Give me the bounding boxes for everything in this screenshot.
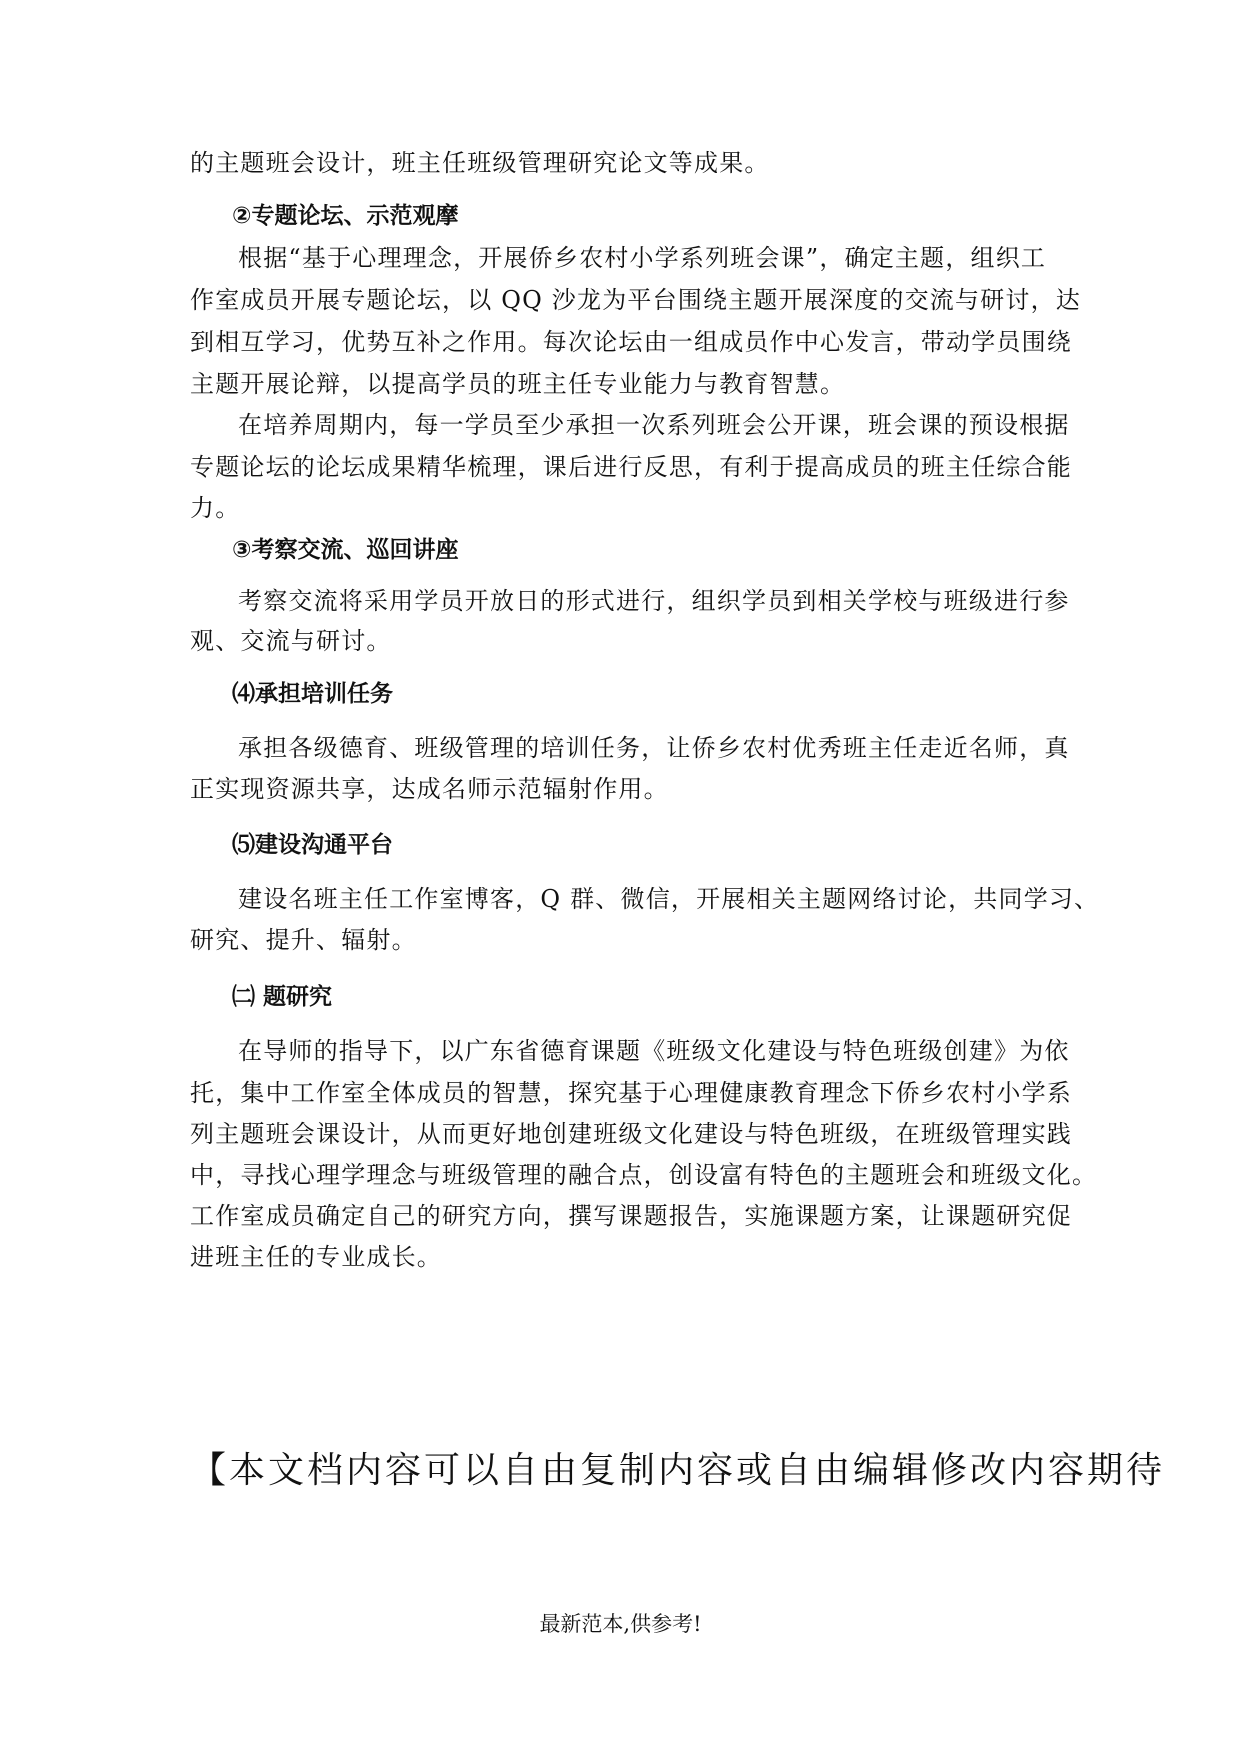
section-heading-4: ⑷承担培训任务 xyxy=(232,681,393,707)
page-footer: 最新范本,供参考! xyxy=(539,1612,702,1636)
paragraph-line: 中，寻找心理学理念与班级管理的融合点，创设富有特色的主题班会和班级文化。 xyxy=(190,1161,1098,1189)
section-heading-5: ⑸建设沟通平台 xyxy=(232,832,393,858)
paragraph-line: 正实现资源共享，达成名师示范辐射作用。 xyxy=(190,775,669,803)
paragraph-line: 考察交流将采用学员开放日的形式进行，组织学员到相关学校与班级进行参 xyxy=(238,587,1070,615)
paragraph-line: 承担各级德育、班级管理的培训任务，让侨乡农村优秀班主任走近名师，真 xyxy=(238,734,1070,762)
section-heading-b: ㈡ 题研究 xyxy=(232,984,333,1010)
paragraph-line: 工作室成员确定自己的研究方向，撰写课题报告，实施课题方案，让课题研究促 xyxy=(190,1202,1072,1230)
paragraph-line: 主题开展论辩，以提高学员的班主任专业能力与教育智慧。 xyxy=(190,370,846,398)
paragraph-line: 观、交流与研讨。 xyxy=(190,627,392,655)
paragraph-line: 建设名班主任工作室博客，Q 群、微信，开展相关主题网络讨论，共同学习、 xyxy=(238,885,1100,913)
section-heading-2: ②专题论坛、示范观摩 xyxy=(232,203,459,229)
intro-line: 的主题班会设计，班主任班级管理研究论文等成果。 xyxy=(190,149,770,177)
paragraph-line: 根据“基于心理理念，开展侨乡农村小学系列班会课”，确定主题，组织工 xyxy=(238,244,1047,272)
editable-notice: 【本文档内容可以自由复制内容或自由编辑修改内容期待 xyxy=(190,1450,1166,1491)
section-heading-3: ③考察交流、巡回讲座 xyxy=(232,537,459,563)
paragraph-line: 作室成员开展专题论坛，以 QQ 沙龙为平台围绕主题开展深度的交流与研讨，达 xyxy=(190,286,1082,314)
paragraph-line: 力。 xyxy=(190,494,241,522)
paragraph-line: 在培养周期内，每一学员至少承担一次系列班会公开课，班会课的预设根据 xyxy=(238,411,1070,439)
paragraph-line: 专题论坛的论坛成果精华梳理，课后进行反思，有利于提高成员的班主任综合能 xyxy=(190,453,1072,481)
paragraph-line: 列主题班会课设计，从而更好地创建班级文化建设与特色班级，在班级管理实践 xyxy=(190,1120,1072,1148)
paragraph-line: 托，集中工作室全体成员的智慧，探究基于心理健康教育理念下侨乡农村小学系 xyxy=(190,1079,1072,1107)
paragraph-line: 研究、提升、辐射。 xyxy=(190,926,417,954)
paragraph-line: 到相互学习，优势互补之作用。每次论坛由一组成员作中心发言，带动学员围绕 xyxy=(190,328,1072,356)
paragraph-line: 在导师的指导下，以广东省德育课题《班级文化建设与特色班级创建》为依 xyxy=(238,1037,1070,1065)
paragraph-line: 进班主任的专业成长。 xyxy=(190,1243,442,1271)
